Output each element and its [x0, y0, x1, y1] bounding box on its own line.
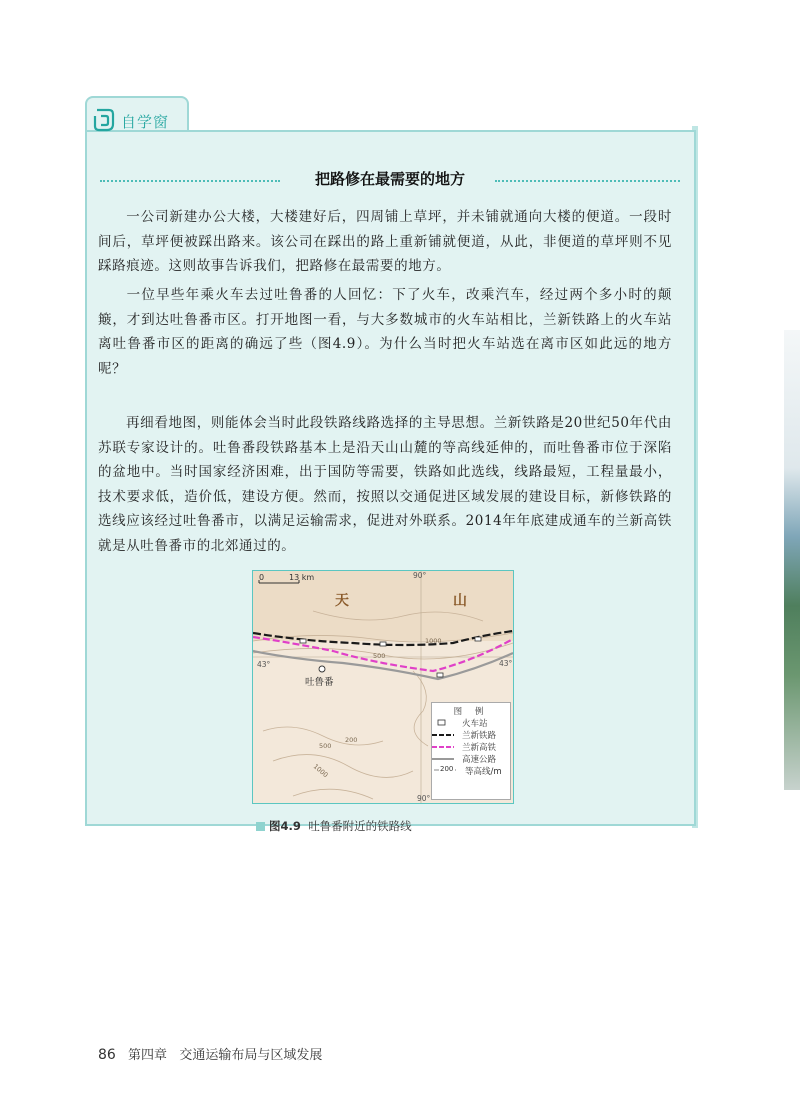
section-title [100, 168, 680, 189]
highway-legend-symbol [432, 755, 454, 763]
city-marker [319, 666, 325, 672]
page-edge-photo-strip [784, 330, 800, 790]
station-marker [475, 637, 481, 641]
longitude-label-top: 90° [413, 571, 427, 580]
figure-caption-text: 吐鲁番附近的铁路线 [308, 819, 412, 833]
legend-label-hsr: 兰新高铁 [462, 743, 497, 753]
hsr-legend-symbol [432, 743, 454, 751]
figure-caption [256, 818, 412, 834]
legend-label-railway: 兰新铁路 [462, 731, 497, 741]
contour-label: 500 [373, 652, 386, 660]
paragraph-1 [98, 205, 672, 279]
contour-line [293, 789, 373, 799]
paragraph-2 [98, 283, 672, 381]
legend-row-station [432, 717, 510, 729]
legend-row-highway [432, 753, 510, 765]
paragraph-2-text: 一位早些年乘火车去过吐鲁番的人回忆：下了火车，改乘汽车，经过两个多小时的颠簸，才到达吐鲁番市区。打开地图一看，与大多数城市的火车站相比，兰新铁路上的火车站离吐鲁番市区的距离的确远了些（图4.9）。为什么当时把火车站选在离市区如此远的地方呢？ [98, 287, 672, 377]
contour-label: 1000 [425, 637, 442, 645]
section-title-text: 把路修在最需要的地方 [305, 170, 475, 188]
turpan-railway-map [252, 570, 514, 804]
paragraph-3 [98, 411, 672, 558]
contour-line [273, 755, 413, 778]
chapter-label: 第四章 [127, 1048, 167, 1063]
legend-label-contour: 等高线/m [465, 767, 502, 777]
page-number: 86 [98, 1047, 116, 1063]
station-marker [380, 642, 386, 646]
legend-label-highway: 高速公路 [462, 755, 497, 765]
legend-row-contour [432, 765, 510, 777]
tab-label: 自学窗 [121, 113, 170, 131]
paragraph-1-text: 一公司新建办公大楼，大楼建好后，四周铺上草坪，并未铺就通向大楼的便道。一段时间后，草坪便被踩出路来。该公司在踩出的路上重新铺就便道，从此，非便道的草坪则不见踩路痕迹。这则故事告诉我们，把路修在最需要的地方。 [98, 209, 672, 274]
chapter-title: 交通运输布局与区域发展 [179, 1048, 323, 1063]
section-title-row [100, 168, 680, 192]
figure-number: 图4.9 [269, 819, 301, 833]
legend-row-hsr [432, 741, 510, 753]
scale-zero-label: 0 [259, 573, 265, 582]
contour-line [413, 671, 428, 746]
tianshan-label-1: 天 [335, 593, 349, 609]
scale-distance-label: 13 km [289, 573, 315, 582]
turpan-city-label: 吐鲁番 [305, 677, 334, 688]
page-footer [98, 1044, 322, 1063]
paragraph-3-text: 再细看地图，则能体会当时此段铁路线路选择的主导思想。兰新铁路是20世纪50年代由苏联专家设计的。吐鲁番段铁路基本上是沿天山山麓的等高线延伸的，而吐鲁番市位于深陷的盆地中。当时国家经济困难，出于国防等需要，铁路如此选线，线路最短，工程量最小，技术要求低，造价低，建设方便。然而，按照以交通促进区域发展的建设目标，新修铁路的选线应该经过吐鲁番市，以满足运输需求，促进对外联系。2014年年底建成通车的兰新高铁就是从吐鲁番市的北郊通过的。 [98, 415, 672, 554]
contour-label: 500 [319, 742, 332, 750]
station-marker [300, 639, 306, 643]
legend-row-railway [432, 729, 510, 741]
latitude-label-right: 43° [499, 659, 513, 668]
self-study-icon [92, 107, 116, 133]
railway-legend-symbol [432, 731, 454, 739]
station-legend-symbol [432, 719, 454, 727]
longitude-label-bottom: 90° [417, 794, 431, 803]
map-legend [431, 702, 511, 800]
legend-label-station: 火车站 [462, 719, 488, 729]
tianshan-label-2: 山 [453, 593, 467, 609]
contour-label: 1000 [311, 762, 330, 780]
legend-contour-sample: 200 [440, 765, 454, 773]
legend-title: 图 例 [453, 707, 489, 717]
contour-label: 200 [345, 736, 358, 744]
latitude-label-left: 43° [257, 660, 271, 669]
caption-marker [256, 822, 265, 831]
station-marker [437, 673, 443, 677]
